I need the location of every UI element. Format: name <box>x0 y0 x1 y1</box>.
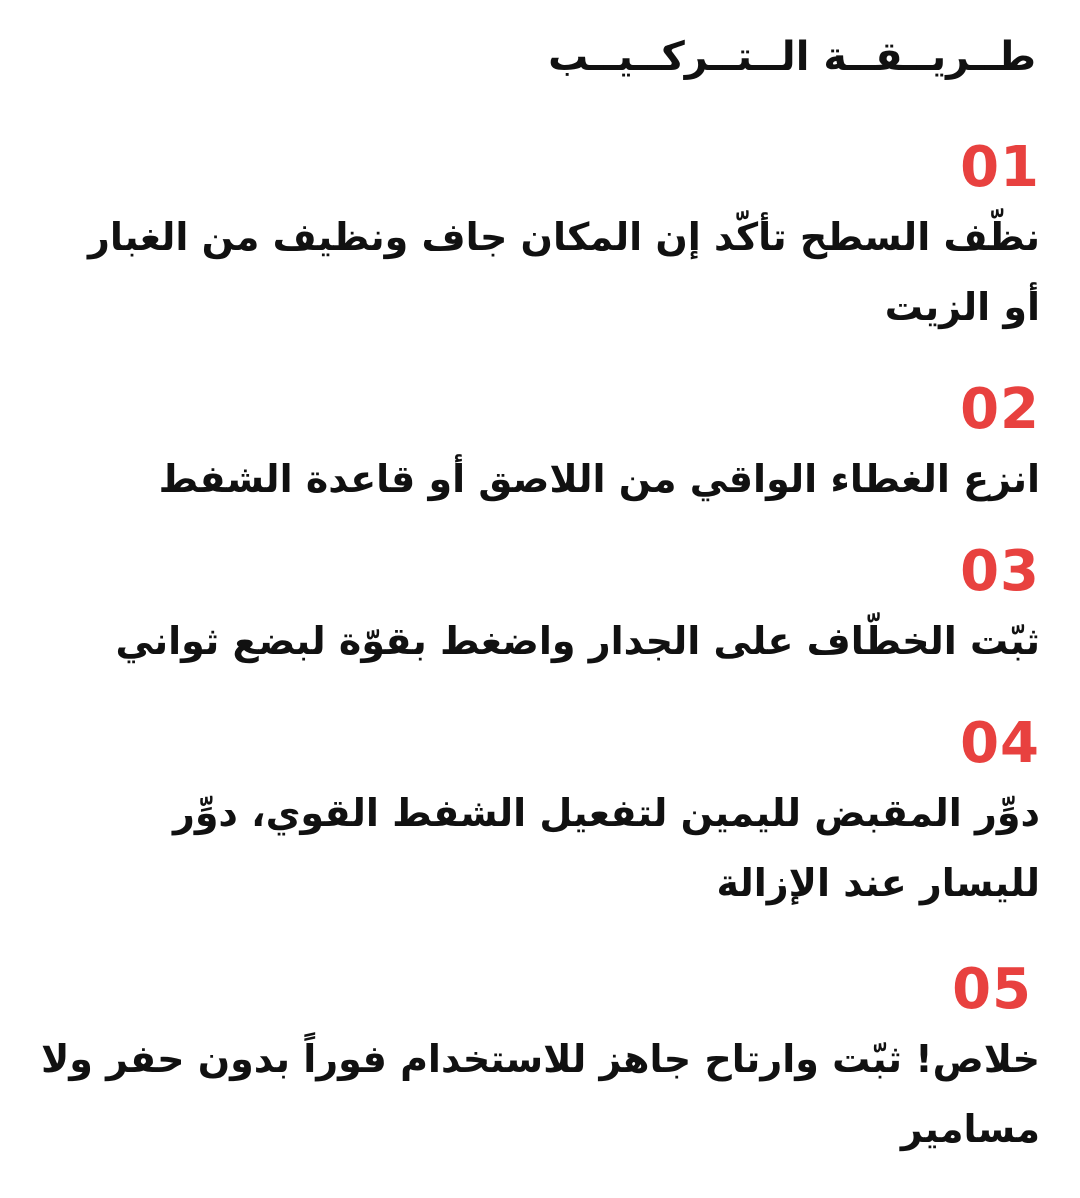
step-1 <box>40 136 1040 342</box>
step-4 <box>40 712 1040 918</box>
step-number: 01 <box>960 135 1040 200</box>
step-3 <box>40 540 1040 676</box>
step-text: دوِّر المقبض لليمين لتفعيل الشفط القوي، دوِّر لليسار عند الإزالة <box>172 791 1040 905</box>
page-title: طــريــقــة الــتــركــيــب <box>548 34 1036 80</box>
step-2 <box>40 378 1040 514</box>
step-number: 04 <box>960 711 1040 776</box>
step-text: انزع الغطاء الواقي من اللاصق أو قاعدة الشفط <box>158 457 1040 501</box>
step-text: نظّف السطح تأكّد إن المكان جاف ونظيف من الغبار أو الزيت <box>88 215 1040 329</box>
step-number: 03 <box>960 539 1040 604</box>
step-number: 02 <box>960 377 1040 442</box>
step-5 <box>40 958 1040 1164</box>
step-number: 05 <box>952 957 1032 1022</box>
step-text: خلاص! ثبّت وارتاح جاهز للاستخدام فوراً بدون حفر ولا مسامير <box>40 1037 1040 1151</box>
step-text: ثبّت الخطّاف على الجدار واضغط بقوّة لبضع ثواني <box>115 619 1040 663</box>
